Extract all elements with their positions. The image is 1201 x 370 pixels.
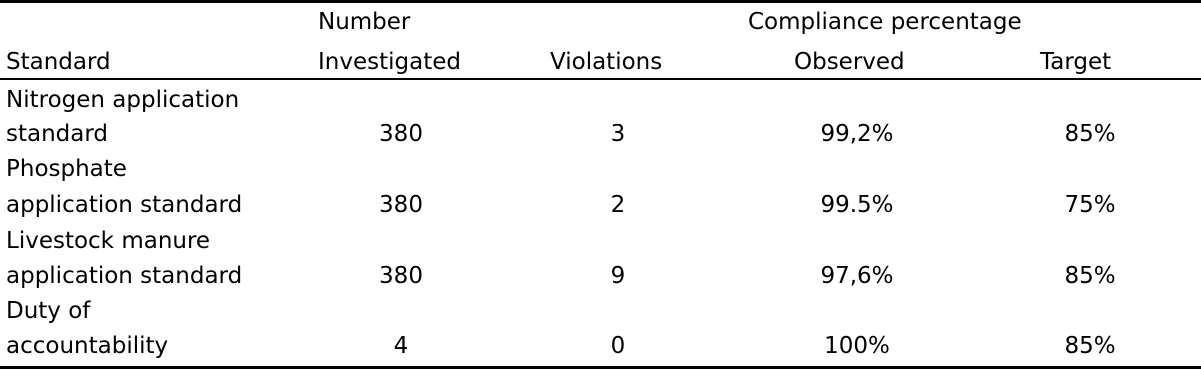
row-3-investigated: 380 (379, 263, 423, 289)
row-4-violations: 0 (610, 333, 626, 359)
header-observed: Observed (794, 49, 905, 75)
row-1-investigated: 380 (379, 121, 423, 147)
row-2-standard-line-2: application standard (6, 192, 243, 218)
row-2-investigated: 380 (379, 192, 423, 218)
row-4-target: 85% (1064, 333, 1116, 359)
row-1-standard-line-1: Nitrogen application (6, 87, 240, 113)
table-top-rule (0, 0, 1201, 3)
row-1-target: 85% (1064, 121, 1116, 147)
table-bottom-rule (0, 366, 1201, 369)
row-3-observed: 97,6% (820, 263, 894, 289)
header-compliance-percentage: Compliance percentage (748, 9, 1022, 35)
row-1-observed: 99,2% (820, 121, 894, 147)
header-standard: Standard (6, 49, 111, 75)
row-2-observed: 99.5% (820, 192, 894, 218)
row-1-violations: 3 (610, 121, 626, 147)
header-rule (0, 78, 1201, 80)
row-4-investigated: 4 (393, 333, 409, 359)
row-3-target: 85% (1064, 263, 1116, 289)
header-target: Target (1040, 49, 1112, 75)
row-3-standard-line-1: Livestock manure (6, 228, 211, 254)
row-2-standard-line-1: Phosphate (6, 156, 127, 182)
header-number: Number (318, 9, 411, 35)
row-1-standard-line-2: standard (6, 121, 109, 147)
header-investigated: Investigated (318, 49, 461, 75)
row-2-target: 75% (1064, 192, 1116, 218)
row-4-standard-line-2: accountability (6, 333, 169, 359)
header-violations: Violations (550, 49, 663, 75)
row-3-standard-line-2: application standard (6, 263, 243, 289)
row-4-standard-line-1: Duty of (6, 298, 91, 324)
row-2-violations: 2 (610, 192, 626, 218)
row-3-violations: 9 (610, 263, 626, 289)
row-4-observed: 100% (824, 333, 890, 359)
